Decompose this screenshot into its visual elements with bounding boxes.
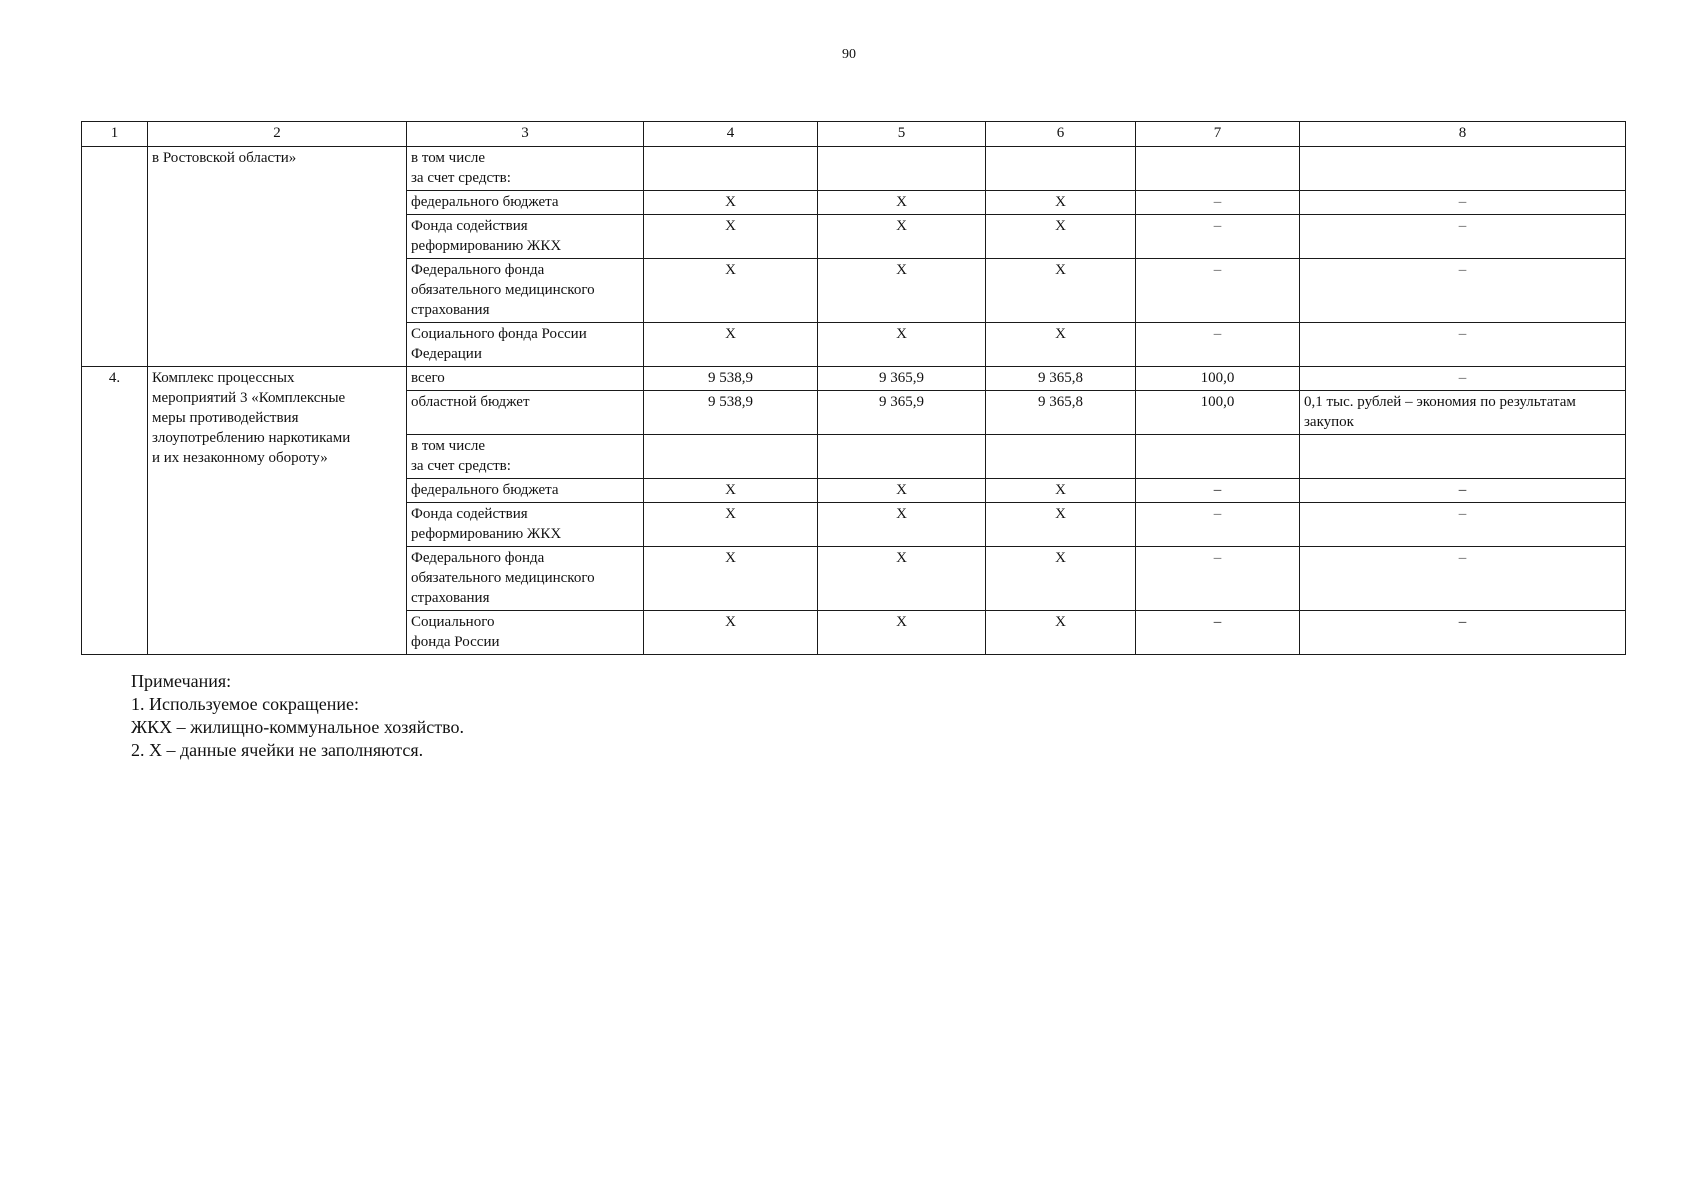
value-cell: Х [986,547,1136,611]
value-cell: Х [986,191,1136,215]
value-cell: Х [986,259,1136,323]
value-cell: Х [644,611,818,655]
comment-cell: – [1300,215,1626,259]
note-line: 2. Х – данные ячейки не заполняются. [131,740,424,760]
value-cell: Х [818,259,986,323]
column-number-1: 1 [82,122,148,147]
comment-cell: – [1300,611,1626,655]
table-row [82,367,1626,391]
value-cell: – [1136,191,1300,215]
report-table-container [81,121,1625,655]
funding-source-cell: федерального бюджета [407,479,644,503]
value-cell: Х [818,611,986,655]
comment-cell: – [1300,479,1626,503]
value-cell: Х [644,191,818,215]
value-cell: Х [644,503,818,547]
comment-cell [1300,435,1626,479]
row-number-cell: 4. [82,367,148,655]
value-cell [644,147,818,191]
row-number-cell [82,147,148,367]
value-cell [644,435,818,479]
value-cell: Х [644,479,818,503]
value-cell: Х [818,191,986,215]
comment-cell: 0,1 тыс. рублей – экономия по результатам закупок [1300,391,1626,435]
value-cell: 9 365,8 [986,367,1136,391]
column-number-6: 6 [986,122,1136,147]
table-row [82,147,1626,191]
value-cell: Х [818,547,986,611]
comment-cell: – [1300,191,1626,215]
value-cell: – [1136,479,1300,503]
column-number-8: 8 [1300,122,1626,147]
comment-cell [1300,147,1626,191]
value-cell: Х [818,479,986,503]
value-cell: 9 538,9 [644,391,818,435]
funding-source-cell: областной бюджет [407,391,644,435]
value-cell: Х [986,611,1136,655]
value-cell: Х [818,215,986,259]
note-line: ЖКХ – жилищно-коммунальное хозяйство. [131,717,464,737]
funding-source-cell: Социального фонда России Федерации [407,323,644,367]
comment-cell: – [1300,367,1626,391]
value-cell: – [1136,323,1300,367]
funding-source-cell: Федерального фонда обязательного медицинского страхования [407,259,644,323]
page-number: 90 [842,47,856,62]
value-cell: Х [644,323,818,367]
report-table [81,121,1626,655]
value-cell: – [1136,215,1300,259]
value-cell: 100,0 [1136,391,1300,435]
value-cell: 9 365,9 [818,367,986,391]
notes-section [131,670,464,762]
value-cell [986,147,1136,191]
value-cell: Х [986,479,1136,503]
value-cell: 9 365,8 [986,391,1136,435]
funding-source-cell: Фонда содействия реформированию ЖКХ [407,503,644,547]
value-cell: – [1136,259,1300,323]
value-cell: Х [644,215,818,259]
value-cell [1136,435,1300,479]
column-number-7: 7 [1136,122,1300,147]
value-cell [818,147,986,191]
comment-cell: – [1300,259,1626,323]
value-cell: Х [818,503,986,547]
value-cell: 100,0 [1136,367,1300,391]
value-cell: Х [986,323,1136,367]
column-number-5: 5 [818,122,986,147]
value-cell: Х [986,215,1136,259]
event-name-cell: в Ростовской области» [148,147,407,367]
value-cell: Х [986,503,1136,547]
comment-cell: – [1300,323,1626,367]
notes-title: Примечания: [131,671,232,691]
value-cell [818,435,986,479]
comment-cell: – [1300,503,1626,547]
value-cell [986,435,1136,479]
funding-source-cell: в том числе за счет средств: [407,147,644,191]
column-number-4: 4 [644,122,818,147]
comment-cell: – [1300,547,1626,611]
value-cell: Х [644,547,818,611]
column-number-3: 3 [407,122,644,147]
value-cell: Х [644,259,818,323]
funding-source-cell: Фонда содействия реформированию ЖКХ [407,215,644,259]
funding-source-cell: федерального бюджета [407,191,644,215]
value-cell: 9 538,9 [644,367,818,391]
column-number-row [82,122,1626,147]
value-cell: – [1136,547,1300,611]
value-cell: – [1136,611,1300,655]
funding-source-cell: Социального фонда России [407,611,644,655]
note-line: 1. Используемое сокращение: [131,694,359,714]
funding-source-cell: всего [407,367,644,391]
value-cell: Х [818,323,986,367]
value-cell: 9 365,9 [818,391,986,435]
event-name-cell: Комплекс процессных мероприятий 3 «Комплексные меры противодействия злоупотреблению наркотиками и их незаконному обороту» [148,367,407,655]
value-cell: – [1136,503,1300,547]
column-number-2: 2 [148,122,407,147]
funding-source-cell: в том числе за счет средств: [407,435,644,479]
value-cell [1136,147,1300,191]
funding-source-cell: Федерального фонда обязательного медицинского страхования [407,547,644,611]
